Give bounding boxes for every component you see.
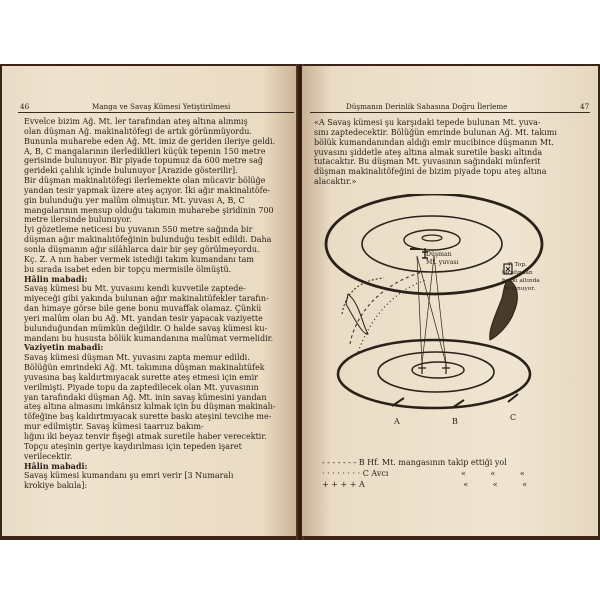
legend-text-b: B Hf. Mt. mangasının takip ettiği yol <box>358 458 507 467</box>
map-label-gun-3: baskı altında <box>502 278 540 284</box>
map-point-a: A <box>394 417 400 426</box>
legend-text-c: C Avcı <box>362 469 389 478</box>
text-line: yan tarafındaki düşman Ağ. Mt. inin savaş kümesini yandan <box>24 392 267 402</box>
text-line: gin bulunduğu yer malûm olmuştur. Mt. yuvası A, B, C <box>24 195 245 205</box>
text-line: İyi gözetleme neticesi bu yuvanın 550 metre sağında bir <box>24 225 253 235</box>
text-line: Savaş kümesi düşman Mt. yuvasını zapta memur edildi. <box>24 353 250 363</box>
text-line: Vaziyetin mabadi: <box>24 342 104 353</box>
text-line: Savaş kümesi bu Mt. yuvasını kendi kuvvetile zaptede- <box>24 284 246 294</box>
open-book <box>0 64 600 540</box>
text-line: gerideki çalılık içinde bulunuyor [Arazide gösterilir]. <box>24 166 238 176</box>
left-page-body <box>24 117 276 491</box>
right-page-body <box>314 118 557 187</box>
text-line: Kç. Z. A nın haber vermek istediği takım kumandanı tam <box>24 254 254 264</box>
text-line: töfeğine baş kaldırtmıyacak surette baskı ateşini tevcihe me- <box>24 412 272 422</box>
text-line: verilmişti. Piyade topu da zaptedilecek olan Mt. yuvasının <box>24 382 259 392</box>
text-line: Hâlin mabadi: <box>24 460 88 471</box>
own-position-icon <box>418 364 450 374</box>
map-point-c: C <box>510 413 517 422</box>
text-line: krokiye bakıla]: <box>24 481 88 491</box>
legend-ditto: « <box>460 469 466 478</box>
text-line: bu sırada isabet eden bir topçu mermisile ölmüştü. <box>24 264 232 274</box>
text-line: Bir düşman makinalıtöfegi ilerlemekte olan mücavir bölüğe <box>24 176 266 186</box>
text-line: olan düşman Ağ. makinalıtöfegi de artık görünmüyordu. <box>24 126 252 136</box>
text-line: düşman makinalıtöfeğini de bizim piyade topu ateş altına <box>314 167 547 177</box>
map-label-enemy-nest: Düşman <box>426 251 452 258</box>
legend-ditto: « <box>463 480 469 489</box>
text-line: alacaktır.» <box>314 177 357 187</box>
legend-ditto: « <box>492 480 498 489</box>
own-hill-middle <box>378 352 494 392</box>
text-line: bölük kumandanından aldığı emir mucibince düşmanın Mt. <box>314 137 554 147</box>
own-hill-inner <box>412 362 464 378</box>
text-line: A, B, C mangalarının ilerlediklleri küçük tepenin 150 metre <box>24 146 266 156</box>
legend-row <box>322 480 527 489</box>
legend-ditto: « <box>490 469 496 478</box>
text-line: bulunduğundan mümkün değildir. O halde savaş kümesi ku- <box>24 323 268 333</box>
running-title-right: Düşmanın Derinlik Sahasına Doğru İlerleme <box>346 102 508 111</box>
running-title-left: Manga ve Savaş Kümesi Yetiştirilmesi <box>92 102 231 111</box>
text-line: tutacaktır. Bu düşman Mt. yuvasının sağındaki münferit <box>314 157 541 167</box>
text-line: «A Savaş kümesi şu karşıdaki tepede bulunan Mt. yuva- <box>314 118 541 127</box>
map-point-b: B <box>452 417 458 426</box>
hill-contour-inner <box>404 230 460 250</box>
text-line: Hâlin mabadi: <box>24 273 88 284</box>
text-line: Topçu ateşinin geriye kaydırılması için tepeden işaret <box>24 441 242 451</box>
bushes-left <box>346 294 368 334</box>
map-label-gun-2: tarafından <box>502 270 533 276</box>
text-line: mur edilmiştir. Savaş kümesi taarruz bakım- <box>24 422 204 432</box>
text-line: mangalarının mensup olduğu takımın muharebe şiridinin 700 <box>24 205 274 215</box>
text-line: dan himaye görse bile gene bonu muvaffak olamaz. Çünkü <box>24 304 262 314</box>
text-line: Savaş kümesi kumandanı şu emri verir [3 Numaralı <box>24 471 234 481</box>
route-b <box>350 272 422 344</box>
legend-row <box>322 458 507 467</box>
own-hill-outer <box>338 340 530 408</box>
sketch-map <box>322 194 562 434</box>
hill-top <box>422 235 442 241</box>
text-line: yeri malûm olan bu Ağ. Mt. yandan tesir yapacak vaziyette <box>24 313 263 323</box>
text-line: metre ilersinde bulunuyor. <box>24 215 132 225</box>
page-number-right: 47 <box>580 102 590 111</box>
text-line: ateş altına almasını imkânsız kılmak için bu düşman makinalı- <box>24 402 276 412</box>
page-number-left: 46 <box>20 102 30 111</box>
legend-symbol-c: · · · · · · · · <box>322 469 361 478</box>
text-line: düşman ağır makinalıtöfeğinin bulunduğu tesbit edildi. Daha <box>24 235 272 245</box>
legend-row <box>322 469 525 478</box>
legend-symbol-a: + + + + <box>322 480 357 489</box>
text-line: Bölüğün emrindeki Ağ. Mt. takımına düşman makinalıtüfek <box>24 363 265 373</box>
legend-symbol-b: - - - - - - - <box>322 458 357 467</box>
map-label-gun-1: P. Top. <box>508 262 527 268</box>
header-rule-left <box>18 112 294 113</box>
text-line: yandan tesir yapmak üzere ateş açıyor. İki ağır makinalıtöfe- <box>24 185 271 195</box>
right-page <box>302 66 598 536</box>
text-line: yuvasını şiddetle ateş altına almak suretile baskı altında <box>314 147 543 157</box>
text-line: lığını iki beyaz tenvir fişeği atmak suretile haber verecektir. <box>24 432 267 441</box>
text-line: verilecektir. <box>24 451 73 461</box>
map-label-enemy-nest-2: Mt. yuvası <box>426 259 459 266</box>
header-rule-right <box>310 112 590 113</box>
text-line: gerisinde bulunuyor. Bir piyade topumuz da 600 metre sağ <box>24 156 263 166</box>
text-line: mandanı bu hususta bölük kumandanına malûmat vermelidir. <box>24 333 274 343</box>
text-line: miyeceği gibi yakında bulunan ağır makinalıtüfekler tarafın- <box>24 294 269 304</box>
legend-ditto: « <box>522 480 528 489</box>
legend-text-a: A <box>359 480 365 489</box>
text-line: yuvasına baş kaldırtmıyacak surette ateş etmesi için emir <box>24 372 258 382</box>
left-page <box>2 66 298 536</box>
legend-ditto: « <box>519 469 525 478</box>
text-line: Bununla muharebe eden Ağ. Mt. imiz de geriden ileriye geldi. <box>24 136 276 146</box>
text-line: sını zaptedecektir. Bölüğün emrinde bulunan Ağ. Mt. takımı <box>314 127 557 137</box>
text-line: Evvelce bizim Ağ. Mt. ler tarafından ateş altına alınmış <box>24 117 248 126</box>
text-line: sonla düşmanın ağır silâhlarca dair bir şey görülmeyordu. <box>24 244 260 254</box>
map-label-gun-4: bulunuyor. <box>504 286 536 292</box>
